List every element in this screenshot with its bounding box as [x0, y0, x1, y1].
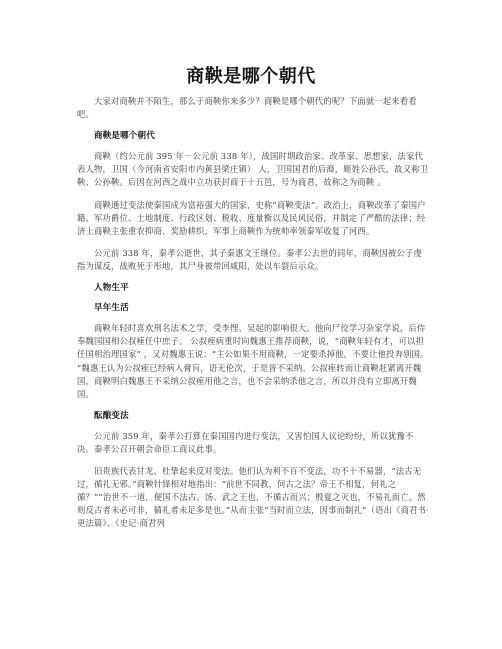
section-heading: 商鞅是哪个朝代 [94, 131, 155, 142]
paragraph: 商鞅年轻时喜欢刑名法术之学，受李悝、吴起的影响很大。他向尸佼学习杂家学说，后侍奉魏国国相公叔痤任中庶子。 公叔痤病重时向魏惠王推荐商鞅，说，“商鞅年轻有才，可以担任国相治理国家” ，又对魏惠王说：“主公如果不用商鞅，一定要杀掉他，不要让他投奔别国。 ”魏惠王认为公叔痤已经病入膏肓，语无伦次，于是皆不采纳。公叔痤转而让商鞅赶紧离开魏国，商鞅明白魏惠王不采纳公叔痤用他之言，也不会采纳杀他之言，所以并没有立即离开魏国。 [77, 323, 429, 399]
intro-paragraph: 大家对商鞅并不陌生，那么于商鞅你来多少？商鞅是哪个朝代的呢？下面就一起来看看吧。 [77, 96, 417, 120]
paragraph: 商鞅通过变法使秦国成为富裕强大的国家，史称“商鞅变法”。政治上，商鞅改革了秦国户籍、军功爵位、土地制度、行政区划、税收、度量衡以及民风民俗，并制定了严酷的法律；经济上商鞅主张重农抑商、奖励耕织，军事上商鞅作为统帅率领秦军收复了河西。 [77, 199, 426, 236]
paragraph: 旧贵族代表甘龙、杜挚起来反对变法。他们认为利不百不变法，功不十不易器，“法古无过，循礼无邪。”商鞅针锋相对地指出：“前世不同教，何古之法？帝王不相复，何礼之循？”“治世不一道，便国不法古。汤、武之王也，不循古而兴；殷夏之灭也，不易礼而亡。然则反古者未必可非，循礼者未足多是也。”从而主张“当时而立法，因事而制礼”（语出《商君书·更法篇》、《史记·商君列 [77, 466, 429, 529]
section-heading: 人物生平 [94, 283, 129, 294]
paragraph: 公元前 338 年，秦孝公逝世，其子秦惠文王继位。秦孝公去世的同年，商鞅因被公子虔指为谋反，战败死于彤地，其尸身被带回咸阳，处以车裂后示众。 [77, 247, 423, 271]
paragraph: 公元前 359 年，秦孝公打算在秦国国内进行变法，又害怕国人议论纷纷，所以犹豫不决。秦孝公召开朝会命臣工商议此事。 [77, 430, 414, 454]
page-title: 商鞅是哪个朝代 [186, 66, 316, 87]
section-heading: 早年生活 [94, 303, 129, 314]
section-heading: 酝酿变法 [94, 410, 129, 421]
paragraph: 商鞅（约公元前 395 年－公元前 338 年），战国时期政治家、改革家、思想家，法家代表人物，卫国（今河南省安阳市内黄县梁庄镇） 人，卫国国君的后裔，姬姓公孙氏，故又称卫鞅、公孙鞅。后因在河西之战中立功获封商于十五邑，号为商君，故称之为商鞅 。 [77, 151, 429, 188]
article-body [77, 95, 429, 531]
